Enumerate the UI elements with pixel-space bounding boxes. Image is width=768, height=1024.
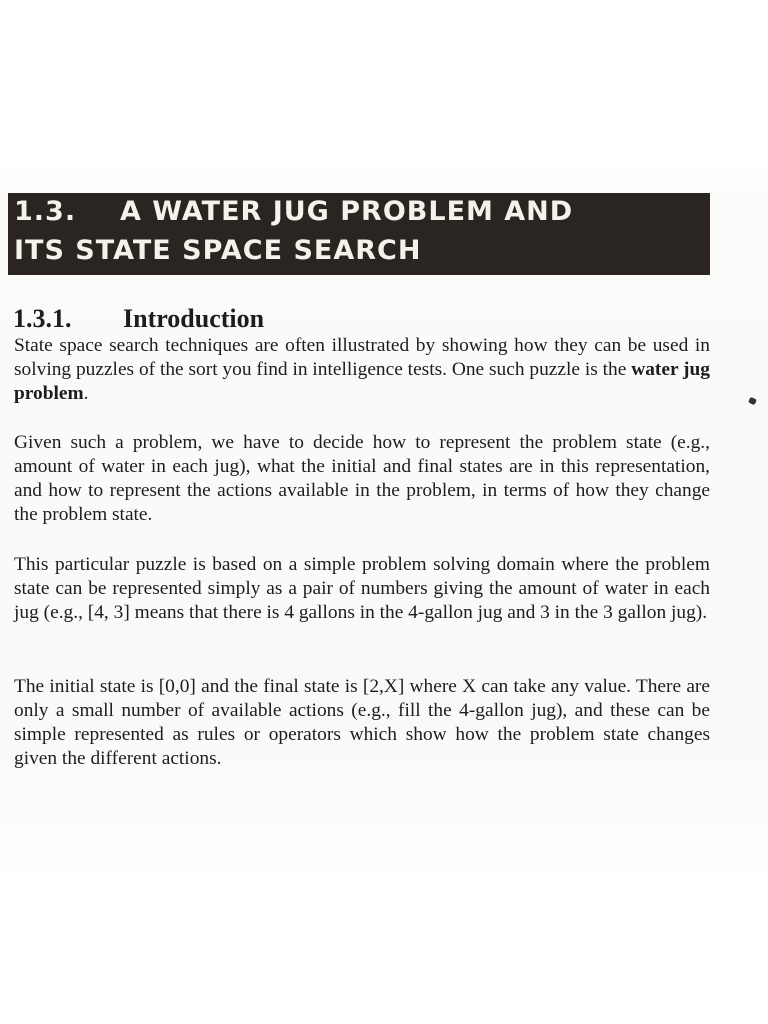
section-title-line-1: A WATER JUG PROBLEM AND (120, 196, 574, 227)
subsection-number: 1.3.1. (13, 304, 72, 333)
section-number: 1.3. (14, 196, 77, 227)
section-heading-line-2 (14, 235, 421, 266)
paragraph-4: The initial state is [0,0] and the final state is [2,X] where X can take any value. There are only a small number of available actions (e.g., fill the 4-gallon jug), and these can be simple represented as rules or operators which show how the problem state changes given the different actions. (14, 676, 710, 769)
paragraph-3: This particular puzzle is based on a simple problem solving domain where the problem state can be represented simply as a pair of numbers giving the amount of water in each jug (e.g., [4, 3] means that there is 4 gallons in the 4-gallon jug and 3 in the 3 gallon jug). (14, 554, 710, 623)
section-title-line-2: ITS STATE SPACE SEARCH (14, 235, 422, 266)
section-heading-line-1 (14, 196, 573, 227)
subsection-heading (13, 304, 264, 334)
section-heading-banner (8, 193, 710, 275)
paragraph-2: Given such a problem, we have to decide how to represent the problem state (e.g., amount of water in each jug), what the initial and final states are in this representation, and how to represent the actions available in the problem, in terms of how they change the problem state. (14, 432, 710, 525)
paragraph-1-bold-term: water jug problem (14, 359, 710, 404)
ink-speck (748, 397, 757, 405)
subsection-title: Introduction (123, 304, 265, 333)
paragraph-1-text: State space search techniques are often illustrated by showing how they can be used in solving puzzles of the sort you find in intelligence tests. One such puzzle is the (14, 335, 710, 380)
paragraph-1 (14, 334, 710, 406)
paragraph-1-end: . (83, 383, 89, 404)
